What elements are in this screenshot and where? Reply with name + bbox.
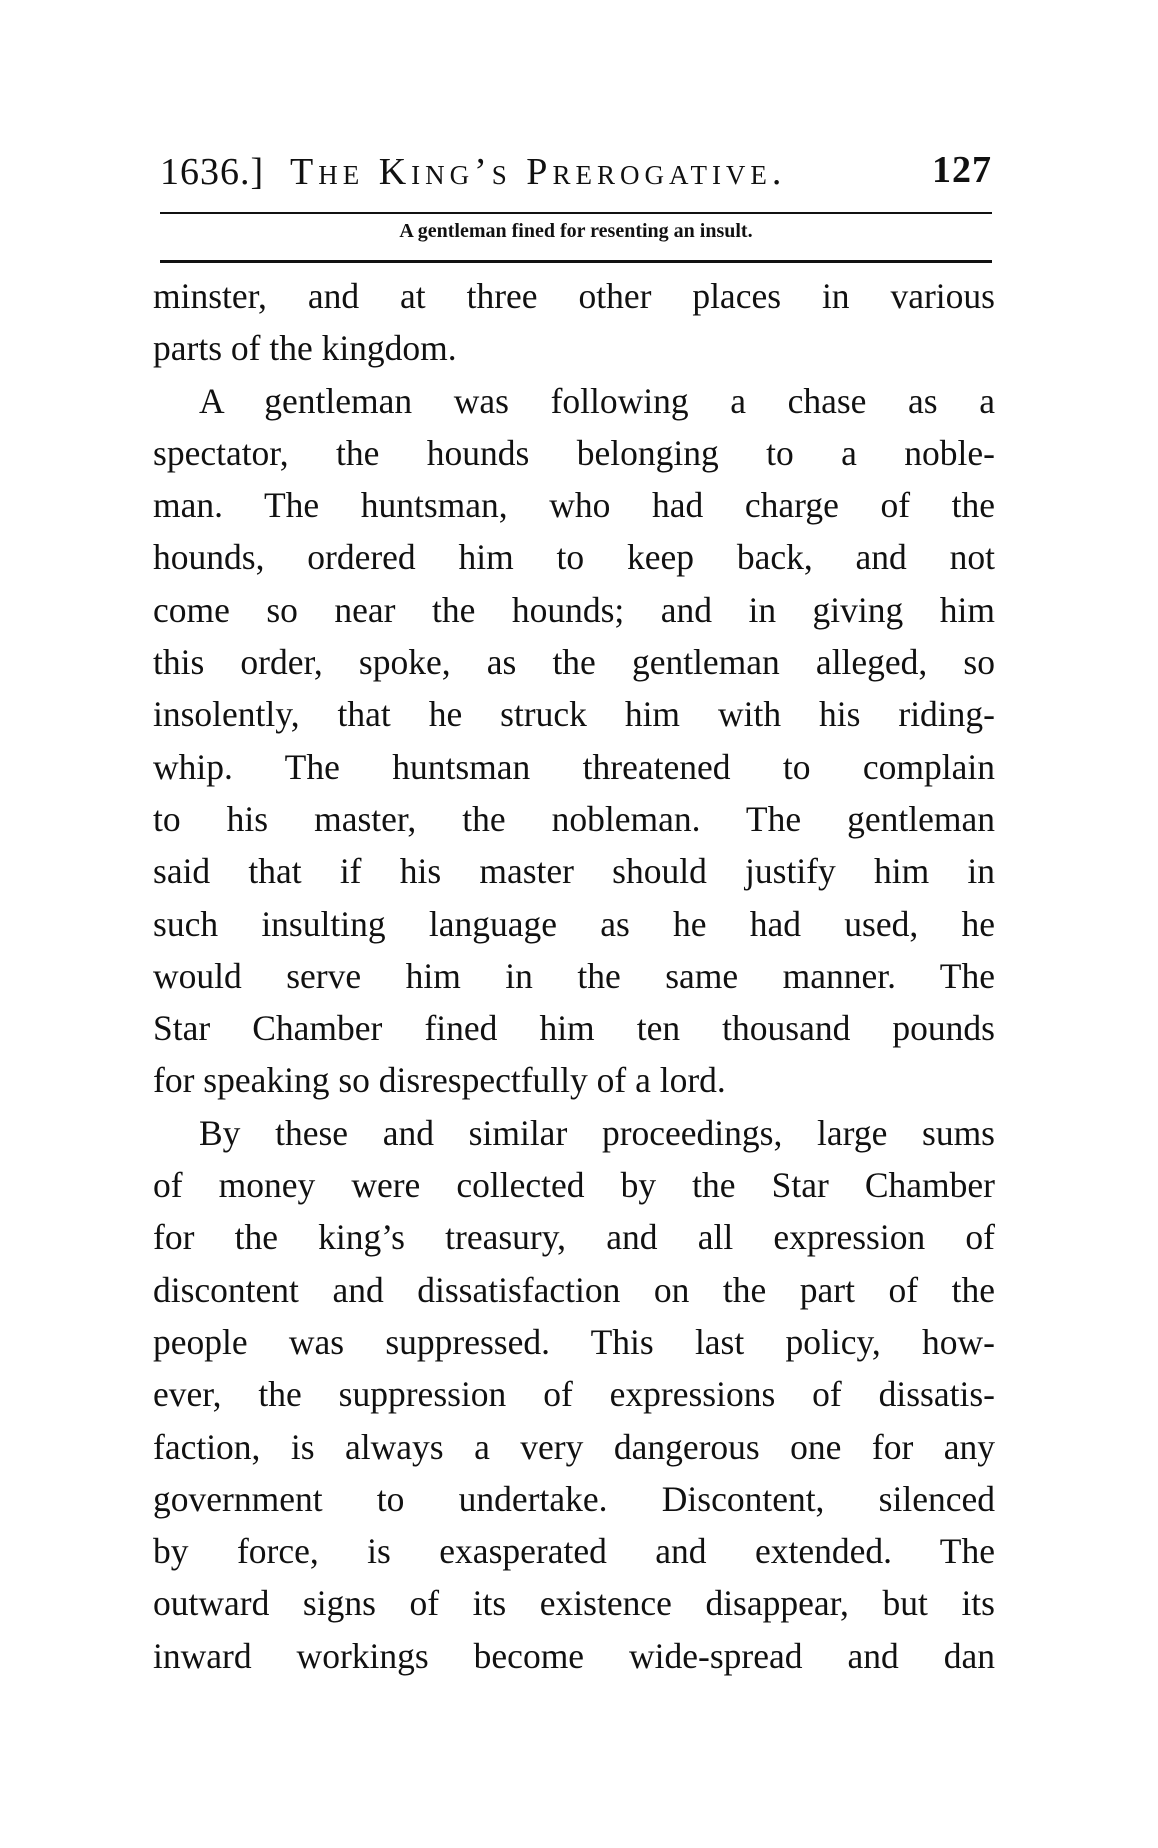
- header-year: 1636.]: [160, 151, 265, 193]
- page-number: 127: [932, 149, 992, 191]
- paragraph-2: [153, 375, 995, 1107]
- paragraph-1: [153, 270, 995, 375]
- text-line: insolently, that he struck him with his riding-: [153, 694, 995, 735]
- text-line: minster, and at three other places in various: [153, 276, 995, 316]
- text-line: Star Chamber fined him ten thousand pounds: [153, 1008, 995, 1049]
- running-head: [160, 138, 1000, 198]
- text-line: for the king’s treasury, and all expression of: [153, 1217, 995, 1258]
- text-line: by force, is exasperated and extended. The: [153, 1531, 995, 1572]
- text-line: A gentleman was following a chase as a: [199, 380, 995, 421]
- header-title: The King’s Prerogative.: [290, 151, 787, 193]
- text-line: would serve him in the same manner. The: [153, 955, 995, 996]
- text-line: government to undertake. Discontent, silenced: [153, 1478, 995, 1519]
- text-line: faction, is always a very dangerous one for any: [153, 1426, 995, 1467]
- text-line: inward workings become wide-spread and dan: [153, 1635, 995, 1676]
- text-line: man. The huntsman, who had charge of the: [153, 485, 995, 526]
- text-line: spectator, the hounds belonging to a noble-: [153, 432, 995, 473]
- text-line: outward signs of its existence disappear, but its: [153, 1583, 995, 1624]
- text-line: this order, spoke, as the gentleman alleged, so: [153, 642, 995, 683]
- text-line: for speaking so disrespectfully of a lord.: [153, 1060, 726, 1101]
- text-line: people was suppressed. This last policy, how-: [153, 1321, 995, 1362]
- text-line: come so near the hounds; and in giving him: [153, 589, 995, 630]
- text-line: ever, the suppression of expressions of dissatis-: [153, 1374, 995, 1415]
- body-text: [153, 270, 995, 1682]
- text-line: By these and similar proceedings, large sums: [199, 1112, 995, 1153]
- paragraph-3: [153, 1107, 995, 1682]
- text-line: hounds, ordered him to keep back, and not: [153, 537, 995, 578]
- text-line: said that if his master should justify him in: [153, 851, 995, 892]
- header-rule-bottom: [160, 260, 992, 263]
- text-line: parts of the kingdom.: [153, 328, 457, 369]
- text-line: discontent and dissatisfaction on the part of the: [153, 1269, 995, 1310]
- sidenote: A gentleman fined for resenting an insult.: [399, 220, 753, 242]
- text-line: such insulting language as he had used, he: [153, 903, 995, 944]
- text-line: to his master, the nobleman. The gentleman: [153, 798, 995, 839]
- header-rule-top: [160, 212, 992, 214]
- text-line: of money were collected by the Star Chamber: [153, 1165, 995, 1206]
- text-line: whip. The huntsman threatened to complain: [153, 746, 995, 787]
